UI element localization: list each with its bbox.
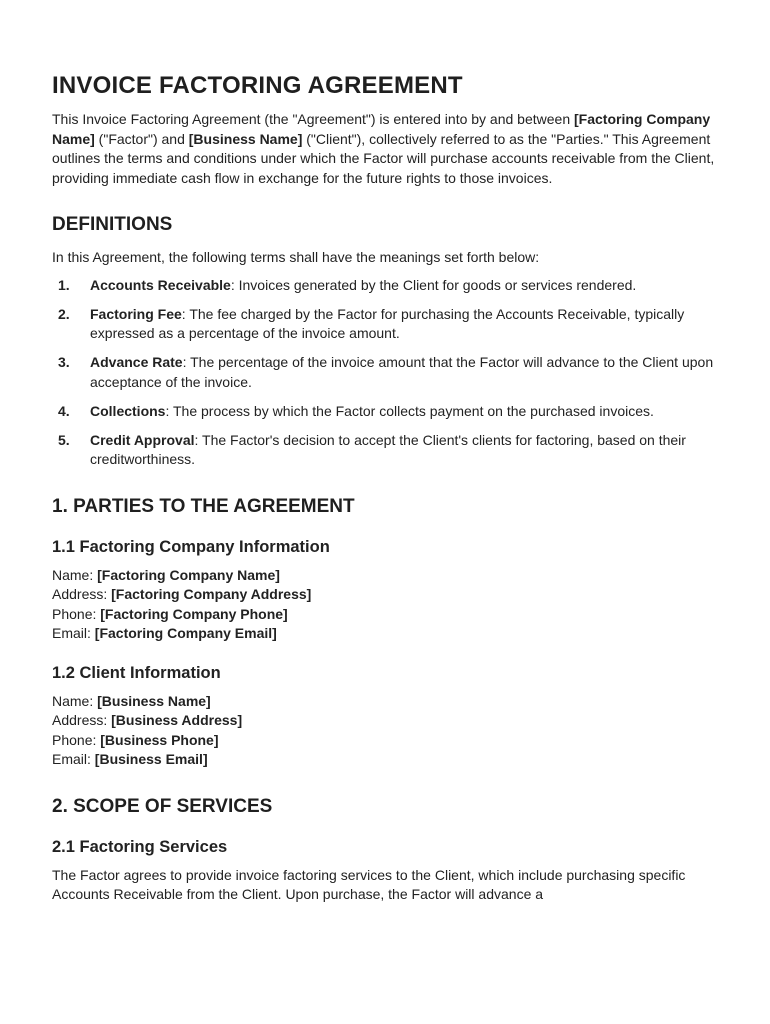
info-line [52,585,718,605]
definition-term: Accounts Receivable [90,276,231,293]
info-line [52,750,718,770]
definition-number: 4. [58,402,70,419]
info-line [52,566,718,586]
client-info [52,692,718,770]
definition-text: : Invoices generated by the Client for goods or services rendered. [230,276,637,293]
definition-number: 1. [58,276,70,293]
info-value: [Factoring Company Name] [97,566,280,583]
info-line [52,692,718,712]
info-line [52,605,718,625]
factoring-company-info-heading: 1.1 Factoring Company Information [52,537,330,556]
info-line [52,711,718,731]
info-label: Address: [52,712,112,728]
info-label: Email: [52,625,95,641]
intro-paragraph [52,110,722,188]
info-label: Name: [52,566,98,583]
info-value: [Business Address] [111,712,243,728]
definition-text: : The percentage of the invoice amount that the Factor will advance to the Client upon acceptance of the invoice. [90,354,714,390]
definitions-lead: In this Agreement, the following terms shall have the meanings set forth below: [52,249,540,265]
definition-text: : The process by which the Factor collects payment on the purchased invoices. [165,402,654,419]
definition-item [52,276,718,296]
definition-term: Collections [90,402,166,419]
definition-number: 3. [58,354,70,370]
definition-item [52,305,718,344]
info-value: [Business Phone] [100,731,219,748]
definition-item [52,353,718,392]
definition-item [52,402,718,422]
info-value: [Business Name] [97,692,211,709]
business-name-placeholder: [Business Name] [188,130,303,147]
definition-item [52,431,718,470]
client-info-heading: 1.2 Client Information [52,663,221,682]
factoring-services-heading: 2.1 Factoring Services [52,837,228,856]
info-line [52,624,718,644]
definition-term: Advance Rate [90,354,183,370]
factor-name-placeholder: [Factoring Company Name] [52,111,711,147]
factoring-services-paragraph: The Factor agrees to provide invoice factoring services to the Client, which include purchasing specific Accounts Receivable from the Client. Upon purchase, the Factor will advance a [52,866,686,902]
info-label: Address: [52,586,112,602]
definitions-list [52,276,718,470]
definition-text: : The fee charged by the Factor for purchasing the Accounts Receivable, typically expressed as a percentage of the invoice amount. [90,305,685,341]
info-value: [Business Email] [94,751,208,767]
definition-text: : The Factor's decision to accept the Client's clients for factoring, based on their creditworthiness. [90,431,686,467]
intro-text-1: This Invoice Factoring Agreement (the "Agreement") is entered into by and between [52,111,574,127]
intro-text-3: ("Client"), collectively referred to as the "Parties." This Agreement outlines the terms and conditions under which the Factor will purchase accounts receivable from the Client, providing immediate cash flow in exchange for the future rights to those invoices. [52,130,715,186]
definition-number: 5. [58,431,70,448]
definition-term: Factoring Fee [90,305,182,322]
definition-term: Credit Approval [90,431,195,448]
factoring-company-info [52,566,718,644]
scope-heading: 2. SCOPE OF SERVICES [52,795,273,817]
definition-number: 2. [58,305,70,322]
info-label: Phone: [52,731,101,748]
info-line [52,731,718,751]
info-value: [Factoring Company Phone] [100,605,288,622]
info-label: Name: [52,692,98,709]
definitions-heading: DEFINITIONS [52,214,173,235]
parties-heading: 1. PARTIES TO THE AGREEMENT [52,495,355,517]
info-value: [Factoring Company Email] [94,625,277,641]
info-label: Email: [52,751,95,767]
document-title: INVOICE FACTORING AGREEMENT [52,72,463,99]
intro-text-2: ("Factor") and [94,130,189,147]
info-value: [Factoring Company Address] [111,586,312,602]
info-label: Phone: [52,605,101,622]
